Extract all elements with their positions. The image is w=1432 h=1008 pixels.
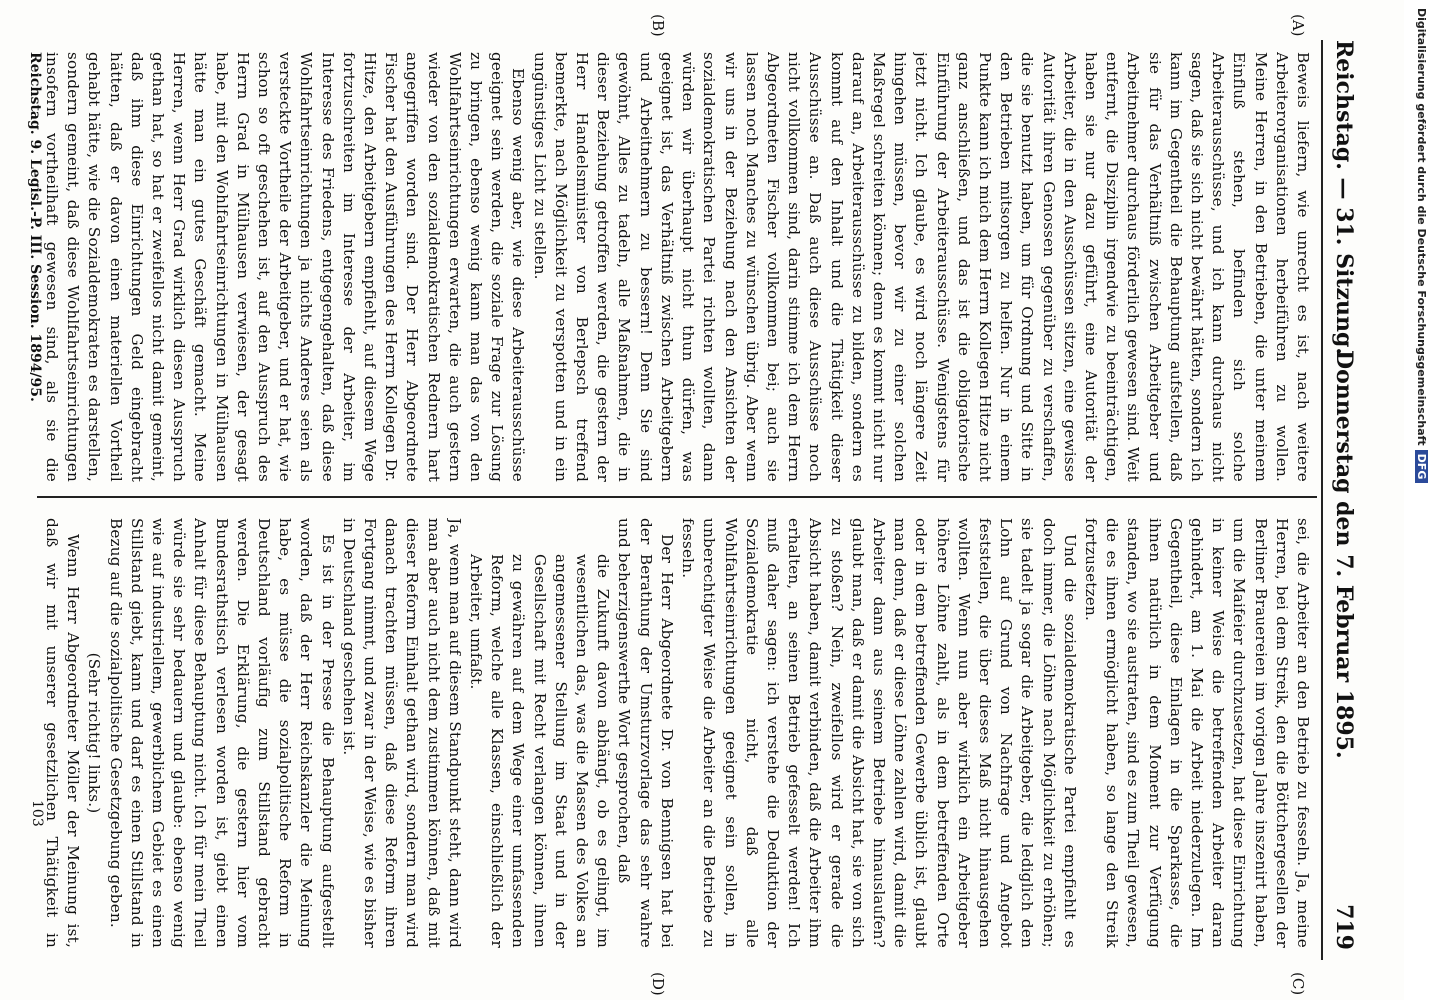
rotated-document-page (15, 0, 1385, 1000)
margin-marker-a: (A) (1289, 14, 1307, 37)
header-session: Reichstag. — 31. Sitzung. (1331, 40, 1357, 356)
paragraph: Beweis liefern, wie unrecht es ist, nach weitere Arbeiterorganisationen herbeiführen zu wollen. Meine Herren, in den Betrieben, die unter meinem Einfluß stehen, befinden sich solche Arbeiterausschüsse, und ich kann durchaus nicht sagen, daß sie sich nicht bewährt hätten, sondern ich kann im Gegentheil die Behauptung aufstellen, daß sie für das Verhältniß zwischen Arbeitgeber und Arbeitnehmer durchaus förderlich gewesen sind. Weit entfernt, die Disziplin irgendwie zu beeinträchtigen, haben sie nur dazu geführt, eine Autorität der Arbeiter, die in den Ausschüssen sitzen, eine gewisse Autorität ihren Genossen gegenüber zu verschaffen, die sie benutzt haben, um für Ordnung und Sitte in den Betrieben mitsorgen zu helfen. Nur in einem Punkte kann ich mich dem Herrn Kollegen Hitze nicht ganz anschließen, und das ist die obligatorische Einführung der Arbeiterausschüsse. Wenigstens für jetzt nicht. Ich glaube, es wird noch längere Zeit hingehen müssen, bevor wir zu einer solchen Maßregel schreiten können; denn es kommt nicht nur darauf an, Arbeiterausschüsse zu bilden, sondern es kommt auf den Inhalt und die Thätigkeit dieser Ausschüsse an. Daß auch diese Ausschüsse noch nicht vollkommen sind, darin stimme ich dem Herrn Abgeordneten Fischer vollkommen bei; auch sie lassen noch Manches zu wünschen übrig. Aber wenn wir uns in der Beziehung nach den Ansichten der sozialdemokratischen Partei richten wollten, dann würden wir überhaupt nicht thun dürfen, was geeignet ist, das Verhältniß zwischen Arbeitgebern und Arbeitnehmern zu bessern! Denn Sie sind gewöhnt, Alles zu tadeln, alle Maßnahmen, die in dieser Beziehung getroffen werden, die gestern der Herr Handelsminister von Berlepsch treffend bemerkte, nach Möglichkeit zu verspotten und in ein ungünstiges Licht zu stellen. (530, 52, 1312, 482)
quotation: die Zukunft davon abhängt, ob es gelingt, im wesentlichen das, was die Massen des Volkes an angemessener Stellung im Staat und in der Gesellschaft mit Recht verlangen können, ihnen zu gewähren auf dem Wege einer umfassenden Reform, welche alle Klassen, einschließlich der Arbeiter, umfaßt. (467, 554, 613, 948)
footer-session-info: Reichstag. 9. Legisl.-P. III. Session. 1894/95. (27, 52, 43, 402)
header-date: Donnerstag den 7. Februar 1895. (1331, 350, 1357, 759)
credit-text-container (1400, 8, 1428, 1008)
paragraph: Ebenso wenig aber, wie diese Arbeiterausschüsse geeignet sein werden, die soziale Frage zur Lösung zu bringen, ebenso wenig kann man das von den Wohlfahrtseinrichtungen erwarten, die auch gestern wieder von den sozialdemokratischen Rednern hart angegriffen worden sind. Der Herr Abgeordnete Fischer hat den Ausführungen des Herrn Kollegen Dr. Hitze, den Arbeitgebern empfiehlt, auf diesem Wege fortzuschreiten im Interesse der Arbeiter, im Interesse des Friedens, entgegengehalten, daß diese Wohlfahrtseinrichtungen ja nichts Anderes seien als versteckte Vortheile der Arbeitgeber, und er hat, wie schon so oft geschehen ist, auf den Ausspruch des Herrn Grad in Mülhausen verwiesen, der gesagt habe, mit den Wohlfahrtseinrichtungen in Mülhausen hätte man ein gutes Geschäft gemacht. Meine Herren, wenn Herr Grad wirklich diesen Ausspruch gethan hat, so hat er zweifellos nicht damit gemeint, daß ihm diese Einrichtungen Geld eingebracht hätten, daß er davon einen materiellen Vortheil gehabt hätte, wie die Sozialdemokraten es darstellen, sondern gemeint, daß diese Wohlfahrtseinrichtungen insofern vortheilhaft gewesen sind, als sie die (43, 52, 528, 482)
page-number: 719 (1331, 904, 1357, 950)
paragraph: Es ist in der Presse die Behauptung aufgestellt worden, daß der Herr Reichskanzler die Meinung habe, es müsse die sozialpolitische Reform in Deutschland vorläufig zum Stillstand gebracht werden. Die Erklärung, die gestern hier vom Bundesrathstisch verlesen worden ist, giebt einen Anhalt für diese Behauptung nicht. Ich für mein Theil würde sie sehr bedauern und glaube: ebenso wenig wie auf industriellem, gewerblichem Gebiet es einen Stillstand giebt, kann und darf es einen Stillstand in Bezug auf die sozialpolitische Gesetzgebung geben. (106, 518, 337, 948)
dfg-logo: DFG (1415, 450, 1428, 484)
page-header (1321, 40, 1363, 960)
column-divider (37, 496, 1317, 498)
credit-text: Digitalisierung gefördert durch die Deutsche Forschungsgemeinschaft (1415, 8, 1428, 446)
left-column (43, 52, 1313, 482)
digitization-credit (1404, 0, 1432, 1000)
right-column (43, 518, 1313, 948)
paragraph: Wenn Herr Abgeordneter Möller der Meinung ist, daß wir mit unserer gesetzlichen Thätigkeit in (43, 518, 83, 948)
margin-marker-b: (B) (649, 14, 667, 37)
paragraph: sei, die Arbeiter an den Betrieb zu fesseln. Ja, meine Herren, bei dem Streik, den die Böttchergesellen der Berliner Brauereien im vorigen Jahre inszenirt haben, um die Maifeier durchzusetzen, hat diese Einrichtung in keiner Weise die betreffenden Arbeiter daran gehindert, am 1. Mai die Arbeit niederzulegen. Im Gegentheil, diese Einlagen in die Sparkasse, die ihnen natürlich in dem Moment zur Verfügung standen, wo sie austraten, sind es zum Theil gewesen, die es ihnen ermöglicht haben, so lange den Streik fortzusetzen. (1081, 518, 1312, 948)
margin-marker-d: (D) (649, 972, 667, 996)
paragraph: Der Herr Abgeordnete Dr. von Bennigsen hat bei der Berathung der Umsturzvorlage das sehr wahre und beherzigenswerthe Wort gesprochen, daß (615, 518, 676, 948)
paragraph: Ja, wenn man auf diesem Standpunkt steht, dann wird man aber auch nicht dem zustimmen können, daß mit dieser Reform Einhalt gethan wird, sondern man wird danach trachten müssen, daß diese Reform ihren Fortgang nimmt, und zwar in der Weise, wie es bisher in Deutschland geschehen ist. (339, 518, 464, 948)
paragraph: Und die sozialdemokratische Partei empfiehlt es doch immer, die Löhne nach Möglichkeit zu erhöhen; sie tadelt ja sogar die Arbeitgeber, die lediglich den Lohn auf Grund von Nachfrage und Angebot feststellen, die über dieses Maß nicht hinausgehen wollten. Wenn nun aber wirklich ein Arbeitgeber höhere Löhne zahlt, als in dem betreffenden Orte oder in dem betreffenden Gewerbe üblich ist, glaubt man denn, daß er diese Löhne zahlen wird, damit die Arbeiter dann aus seinem Betriebe hinauslaufen? glaubt man, daß er damit die Absicht hat, sie von sich zu stoßen? Nein, zweifellos wird er gerade die Absicht haben, damit verbinden, daß die Arbeiter ihm erhalten, an seinen Betrieb gefesselt werden! Ich muß daher sagen: ich verstehe die Deduktion der Sozialdemokratie nicht, daß alle Wohlfahrtseinrichtungen geeignet sein sollen, in unberechtigter Weise die Arbeiter an die Betriebe zu fesseln. (679, 518, 1079, 948)
margin-marker-c: (C) (1289, 972, 1307, 996)
footer-sheet-number: 103 (29, 800, 45, 827)
interjection: (Sehr richtig! links.) (85, 652, 104, 814)
